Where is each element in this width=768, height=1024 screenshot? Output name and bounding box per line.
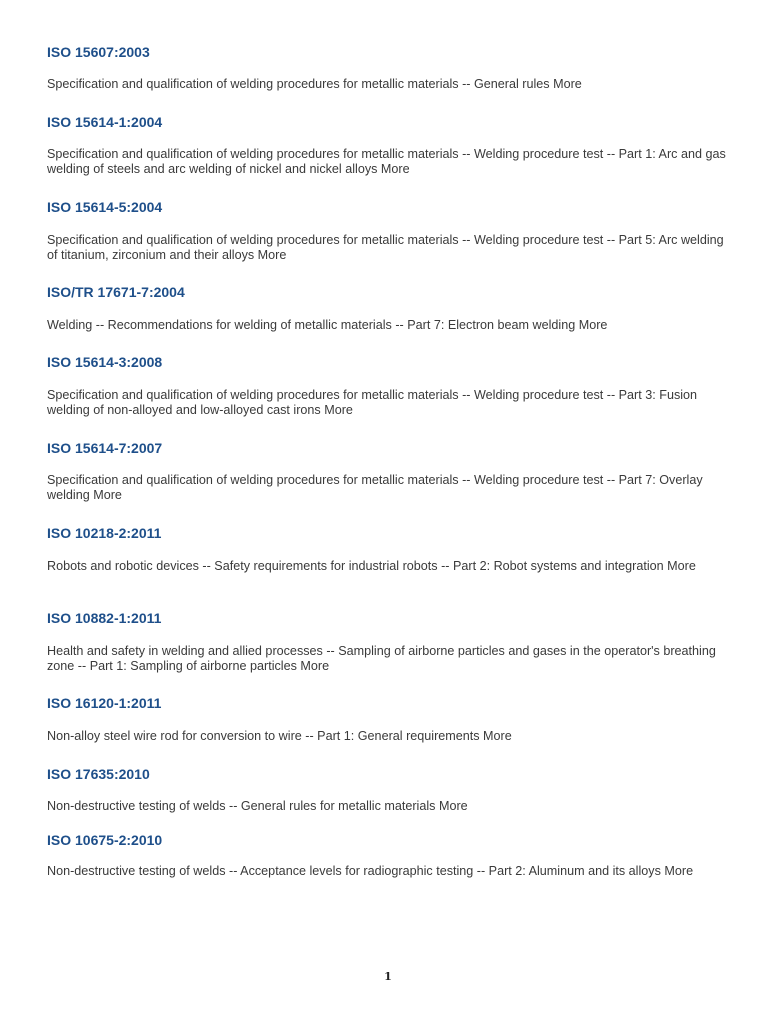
standard-title-link[interactable]: ISO 15614-7:2007: [47, 440, 163, 456]
standard-title-link[interactable]: ISO 16120-1:2011: [47, 695, 162, 711]
standard-title-link[interactable]: ISO 15614-3:2008: [47, 354, 163, 370]
standard-entry: [47, 695, 737, 743]
standard-description: Specification and qualification of welding procedures for metallic materials -- General rules More: [47, 77, 582, 91]
standard-title-link[interactable]: ISO/TR 17671-7:2004: [47, 284, 185, 300]
standard-entry: [47, 44, 737, 91]
standard-entry: [47, 284, 737, 332]
standard-description: Health and safety in welding and allied processes -- Sampling of airborne particles and gases in the operator's breathing zone -- Part 1: Sampling of airborne particles More: [47, 644, 716, 674]
standard-title-link[interactable]: ISO 15607:2003: [47, 44, 150, 60]
standard-entry: [47, 832, 737, 878]
standard-description: Specification and qualification of welding procedures for metallic materials -- Welding procedure test -- Part 5: Arc welding of titanium, zirconium and their alloys More: [47, 233, 724, 263]
standard-entry: [47, 525, 737, 573]
standard-entry: [47, 114, 737, 177]
standard-title-link[interactable]: ISO 10675-2:2010: [47, 832, 163, 848]
standard-description: Specification and qualification of welding procedures for metallic materials -- Welding procedure test -- Part 7: Overlay welding More: [47, 473, 703, 503]
standard-title-link[interactable]: ISO 15614-5:2004: [47, 199, 163, 215]
standard-description: Specification and qualification of welding procedures for metallic materials -- Welding procedure test -- Part 3: Fusion welding of non-alloyed and low-alloyed cast irons More: [47, 388, 698, 418]
standard-entry: [47, 440, 737, 503]
standard-description: Non-destructive testing of welds -- Acceptance levels for radiographic testing -- Part 2: Aluminum and its alloys More: [47, 864, 694, 878]
standard-description: Non-alloy steel wire rod for conversion to wire -- Part 1: General requirements More: [47, 729, 512, 743]
standard-description: Welding -- Recommendations for welding of metallic materials -- Part 7: Electron beam welding More: [47, 318, 608, 332]
standard-title-link[interactable]: ISO 10218-2:2011: [47, 525, 162, 541]
page-number: 1: [384, 970, 392, 983]
standard-title-link[interactable]: ISO 15614-1:2004: [47, 114, 163, 130]
standard-entry: [47, 354, 737, 418]
standard-entry: [47, 610, 737, 674]
standard-title-link[interactable]: ISO 17635:2010: [47, 766, 150, 782]
standard-description: Robots and robotic devices -- Safety requirements for industrial robots -- Part 2: Robot systems and integration More: [47, 559, 696, 573]
standard-description: Non-destructive testing of welds -- General rules for metallic materials More: [47, 799, 468, 813]
standard-entry: [47, 766, 737, 813]
standard-entry: [47, 199, 737, 263]
standard-title-link[interactable]: ISO 10882-1:2011: [47, 610, 162, 626]
standard-description: Specification and qualification of welding procedures for metallic materials -- Welding procedure test -- Part 1: Arc and gas welding of steels and arc welding of nickel and nickel alloys More: [47, 147, 726, 177]
